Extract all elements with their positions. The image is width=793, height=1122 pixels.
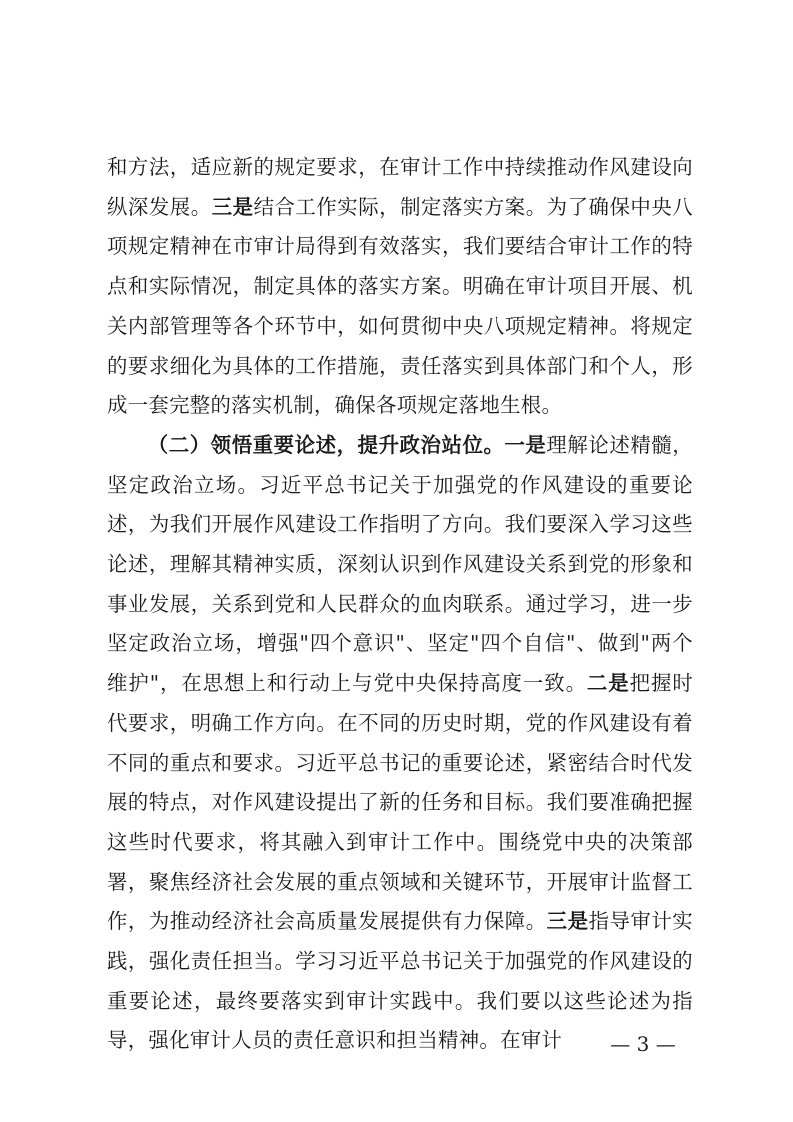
paragraph-text: 指导审计实践，强化责任担当。学习习近平总书记关于加强党的作风建设的重要论述，最终要落实到审计实践中。我们要以这些论述为指导，强化审计人员的责任意识和担当精神。在审计 bbox=[107, 909, 693, 1053]
paragraph-text: 结合工作实际，制定落实方案。为了确保中央八项规定精神在市审计局得到有效落实，我们要结合审计工作的特点和实际情况，制定具体的落实方案。明确在审计项目开展、机关内部管理等各个环节中，如何贯彻中央八项规定精神。将规定的要求细化为具体的工作措施，责任落实到具体部门和个人，形成一套完整的落实机制，确保各项规定落地生根。 bbox=[107, 194, 693, 418]
keyword-third: 三是 bbox=[211, 194, 254, 219]
keyword-second: 二是 bbox=[586, 671, 630, 696]
paragraph-text: 把握时代要求，明确工作方向。在不同的历史时期，党的作风建设有着不同的重点和要求。习近平总书记的重要论述，紧密结合时代发展的特点，对作风建设提出了新的任务和目标。我们要准确把握这些时代要求，将其融入到审计工作中。围绕党中央的决策部署，聚焦经济社会发展的重点领域和关键环节，开展审计监督工作，为推动经济社会高质量发展提供有力保障。 bbox=[107, 671, 694, 934]
paragraph-text: 理解论述精髓，坚定政治立场。习近平总书记关于加强党的作风建设的重要论述，为我们开展作风建设工作指明了方向。我们要深入学习这些论述，理解其精神实质，深刻认识到作风建设关系到党的形象和事业发展，关系到党和人民群众的血肉联系。通过学习，进一步坚定政治立场，增强"四个意识"、坚定"四个自信"、做到"两个维护"，在思想上和行动上与党中央保持高度一致。 bbox=[107, 432, 693, 696]
paragraph bbox=[107, 148, 693, 426]
keyword-third: 三是 bbox=[546, 909, 589, 934]
page-number: — 3 — bbox=[610, 1032, 676, 1056]
document-body bbox=[107, 148, 693, 1061]
paragraph bbox=[107, 426, 693, 1061]
section-heading: （二）领悟重要论述，提升政治站位。 bbox=[147, 432, 505, 457]
keyword-first: 一是 bbox=[504, 432, 547, 457]
paragraph-text: 和方法，适应新的规定要求，在审计工作中持续推动作风建设向纵深发展。 bbox=[107, 155, 693, 219]
